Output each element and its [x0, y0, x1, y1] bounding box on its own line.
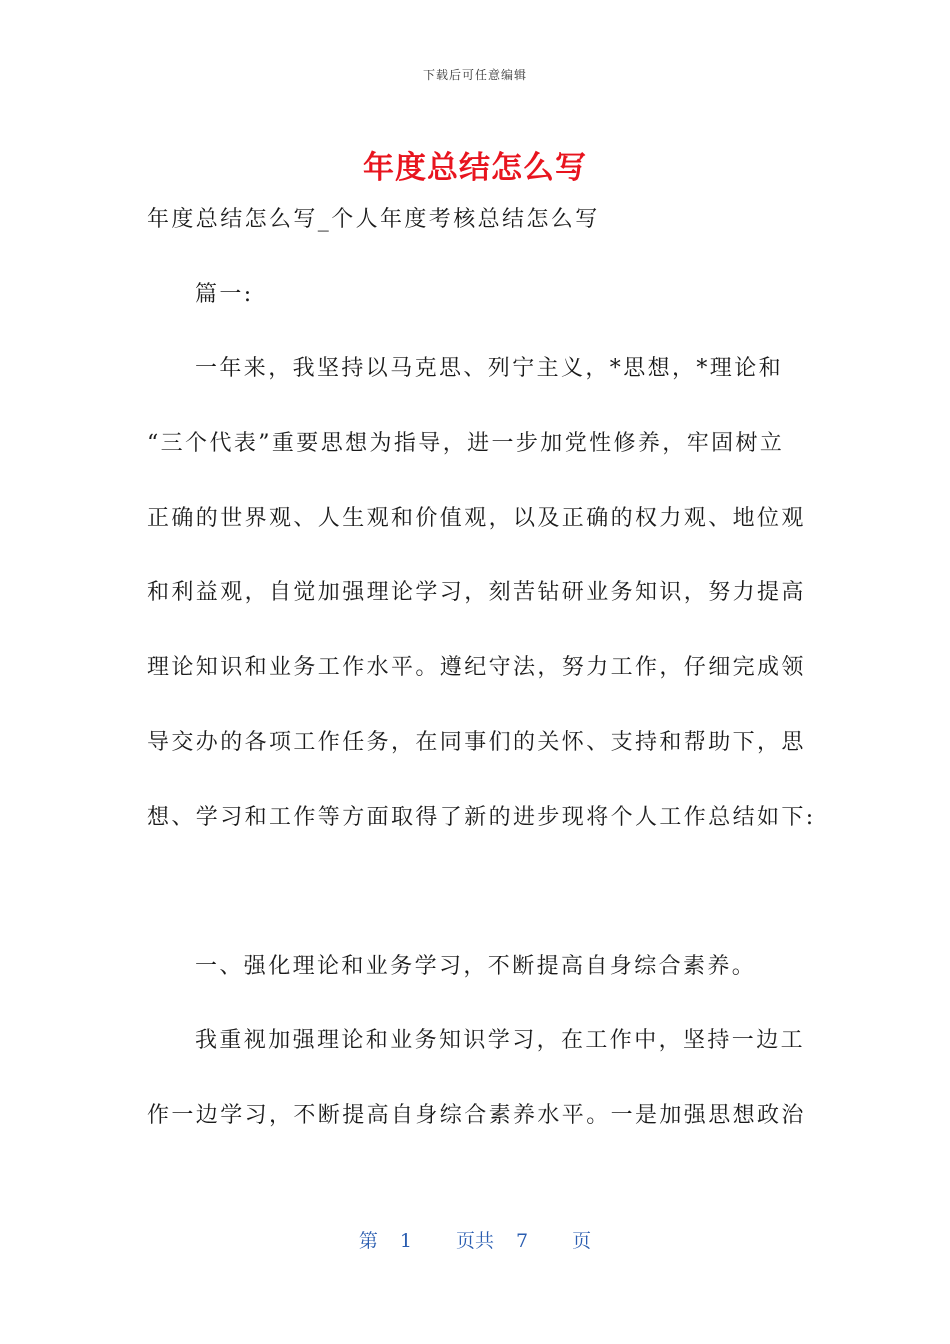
body-line: “三个代表”重要思想为指导，进一步加党性修养，牢固树立 — [147, 431, 785, 456]
page-prefix: 第 — [358, 1230, 378, 1252]
body-line: 正确的世界观、人生观和价值观，以及正确的权力观、地位观 — [147, 506, 806, 531]
body-line: 想、学习和工作等方面取得了新的进步现将个人工作总结如下: — [147, 805, 816, 830]
body-line: 一年来，我坚持以马克思、列宁主义，*思想，*理论和 — [195, 356, 784, 381]
document-title: 年度总结怎么写 — [363, 150, 587, 186]
section-label: 篇一: — [195, 282, 254, 307]
body-line: 作一边学习，不断提高自身综合素养水平。一是加强思想政治 — [147, 1103, 806, 1128]
body-line: 和利益观，自觉加强理论学习，刻苦钻研业务知识，努力提高 — [147, 580, 806, 605]
document-subtitle: 年度总结怎么写_个人年度考核总结怎么写 — [147, 207, 600, 232]
section-heading: 一、强化理论和业务学习，不断提高自身综合素养。 — [195, 954, 757, 979]
body-line: 导交办的各项工作任务，在同事们的关怀、支持和帮助下，思 — [147, 730, 806, 755]
body-line: 理论知识和业务工作水平。遵纪守法，努力工作，仔细完成领 — [147, 655, 806, 680]
page-total: 7 — [516, 1230, 529, 1252]
body-line: 我重视加强理论和业务知识学习，在工作中，坚持一边工 — [195, 1028, 806, 1053]
header-note: 下载后可任意编辑 — [422, 68, 527, 82]
page-middle: 页共 — [455, 1230, 494, 1252]
page-suffix: 页 — [572, 1230, 592, 1252]
page-current: 1 — [399, 1230, 412, 1252]
page-footer — [0, 1226, 950, 1253]
